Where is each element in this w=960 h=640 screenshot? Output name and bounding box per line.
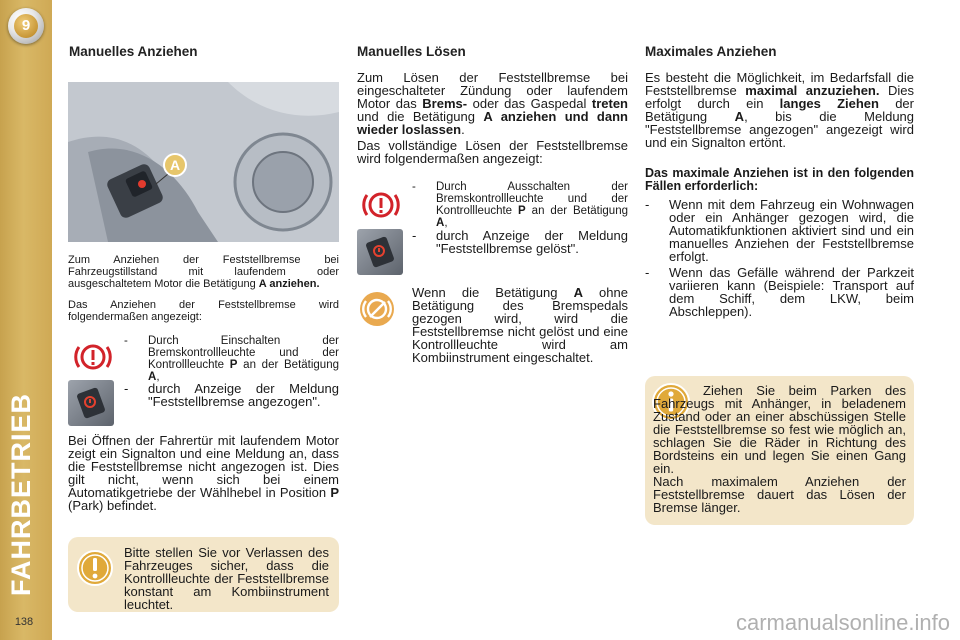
col2-p3: Wenn die Betätigung A ohne Betätigung des Bremspedals gezogen wird, wird die Feststellbremse nicht gelöst und eine Kontrollleuchte wird am Kombiinstrument eingeschaltet. [412, 285, 628, 365]
chapter-sidebar [0, 0, 52, 640]
heading-manual-release: Manuelles Lösen [357, 44, 466, 59]
brake-fault-icon [358, 290, 396, 328]
chapter-title-text: FAHRBETRIEB [6, 392, 36, 596]
col1-paragraph: Bei Öffnen der Fahrertür mit laufendem Motor zeigt ein Signalton und eine Meldung an, dass die Feststellbremse nicht angezogen ist. Dies gilt nicht, wenn sich bei einem Automatikgetriebe der Wählhebel in Position P (Park) befindet. [68, 433, 339, 513]
col3-bullet1: - Wenn mit dem Fahrzeug ein Wohnwagen oder ein Anhänger gezogen wird, die Automatikfunktionen aktiviert sind und ein manuelles Anziehen der Feststellbremse erfolgt. [645, 197, 914, 264]
chapter-badge [8, 8, 44, 44]
col3-bullet2: - Wenn das Gefälle während der Parkzeit variieren kann (Beispiele: Transport auf dem Schiff, dem LKW, beim Abschleppen). [645, 265, 914, 319]
brake-warning-icon [74, 338, 112, 376]
parking-brake-switch-icon [357, 229, 403, 275]
heading-manual-apply: Manuelles Anziehen [69, 44, 198, 59]
page-number: 138 [14, 616, 34, 628]
heading-maximum-apply: Maximales Anziehen [645, 44, 777, 59]
photo-label-a: A [169, 157, 181, 173]
caution-note-text: Bitte stellen Sie vor Verlassen des Fahrzeuges sicher, dass die Kontrollleuchte der Feststellbremse konstant am Kombiinstrument leuchtet. [124, 545, 329, 612]
col1-intro2: Das Anziehen der Feststellbremse wird folgendermaßen angezeigt: [68, 299, 339, 323]
watermark: carmanualsonline.info [735, 610, 950, 635]
parking-brake-photo [68, 82, 339, 242]
col3-p2: Das maximale Anziehen ist in den folgenden Fällen erforderlich: [645, 166, 914, 193]
col2-p2: Das vollständige Lösen der Feststellbremse wird folgendermaßen angezeigt: [357, 138, 628, 166]
col3-p1: Es besteht die Möglichkeit, im Bedarfsfall die Feststellbremse maximal anzuziehen. Dies erfolgt durch ein langes Ziehen der Betätigung A, bis die Meldung "Feststellbremse angezogen" angezeigt wird und ein Signalton ertönt. [645, 70, 915, 150]
col2-bullet2: - durch Anzeige der Meldung "Feststellbremse gelöst". [412, 228, 628, 256]
parking-brake-switch-icon [68, 380, 114, 426]
chapter-number: 9 [14, 14, 38, 38]
col1-intro: Zum Anziehen der Feststellbremse bei Fahrzeugstillstand mit laufendem oder ausgeschaltetem Motor die Betätigung A anziehen. [68, 254, 339, 290]
brake-warning-icon [362, 186, 400, 224]
col1-bullet2: - durch Anzeige der Meldung "Feststellbremse angezogen". [124, 381, 339, 409]
caution-note [68, 537, 339, 612]
info-note-p1: Ziehen Sie beim Parken des Fahrzeugs mit Anhänger, in beladenem Zustand oder an einer abschüssigen Stelle die Feststellbremse so fest wie möglich an, schlagen Sie die Räder in Richtung des Bordsteins ein und legen Sie einen Gang ein. [653, 383, 906, 476]
col1-bullet1: - Durch Einschalten der Bremskontrollleuchte und der Kontrollleuchte P an der Betätigung A, [124, 335, 339, 383]
col2-p1: Zum Lösen der Feststellbremse bei eingeschalteter Zündung oder laufendem Motor das Brems- oder das Gaspedal treten und die Betätigung A anziehen und dann wieder loslassen. [357, 70, 628, 137]
caution-icon [76, 549, 114, 587]
info-note-p2: Nach maximalem Anziehen der Feststellbremse dauert das Lösen der Bremse länger. [653, 474, 906, 515]
info-note [645, 376, 914, 525]
col2-bullet1: - Durch Ausschalten der Bremskontrollleuchte und der Kontrollleuchte P an der Betätigung A, [412, 181, 628, 229]
